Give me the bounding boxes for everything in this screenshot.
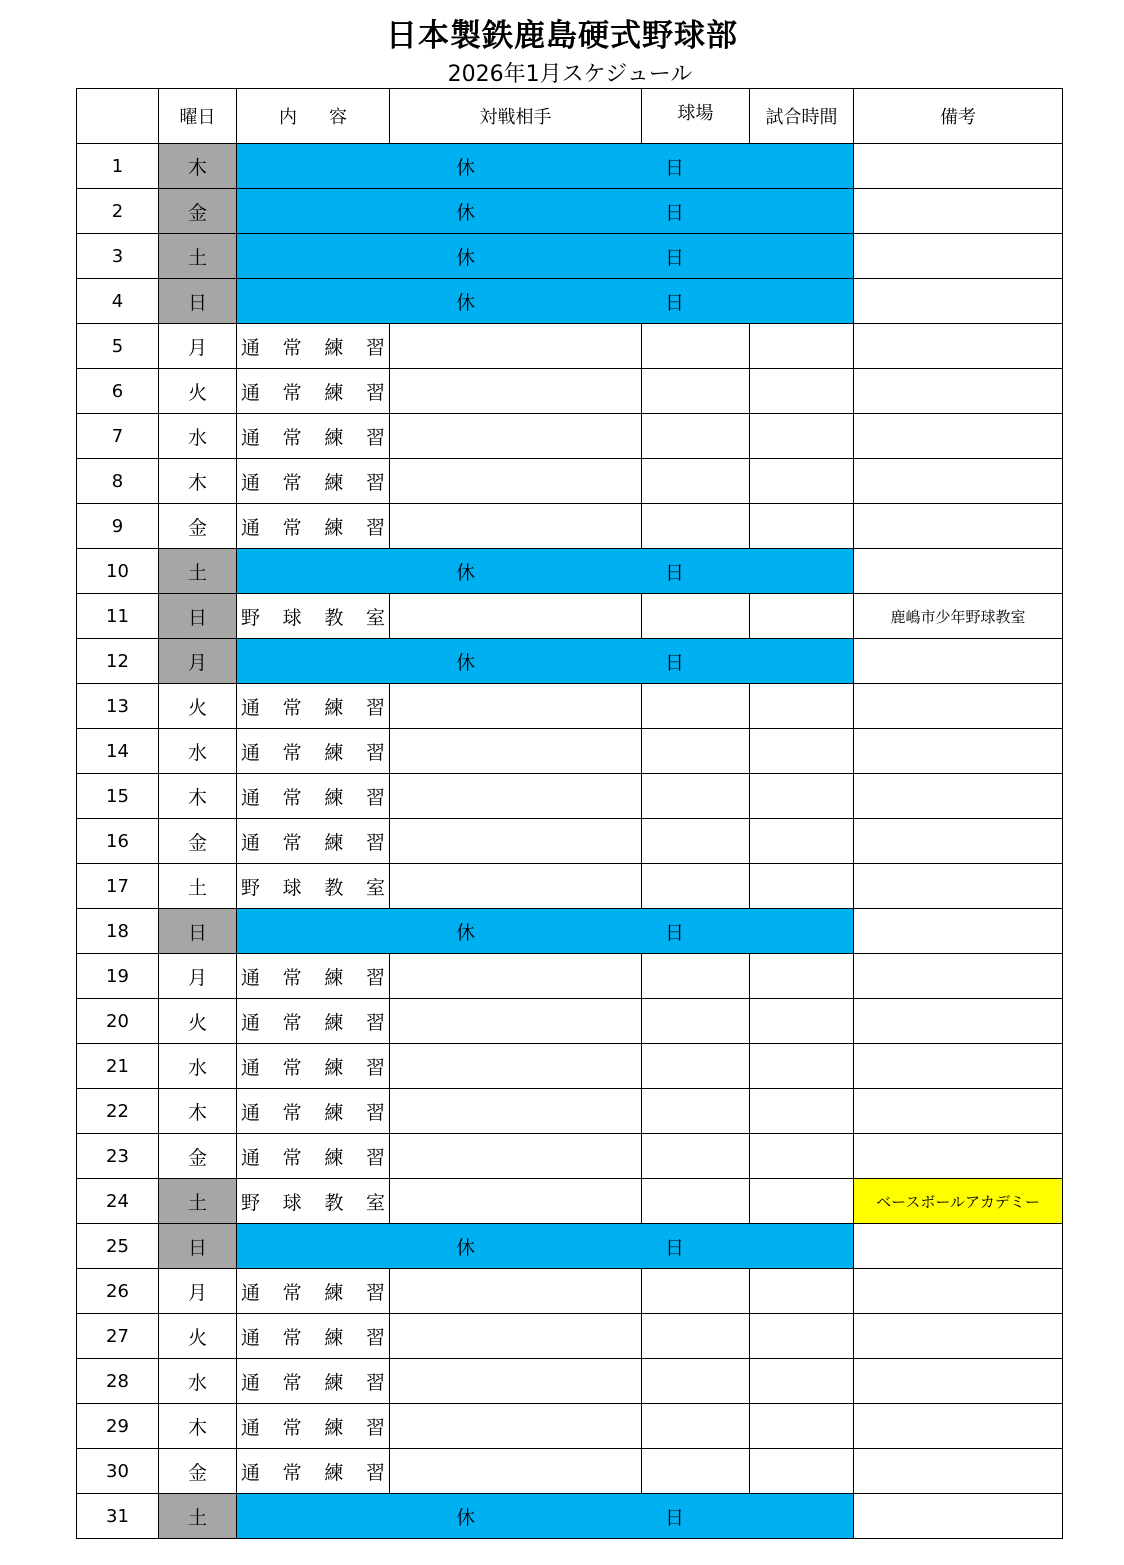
weekday-cell: 木 [159,459,237,504]
weekday-cell: 火 [159,1314,237,1359]
opponent-cell [390,594,642,639]
table-row [77,729,1063,774]
weekday-cell: 木 [159,1089,237,1134]
weekday-cell: 水 [159,1359,237,1404]
day-number: 24 [77,1179,159,1224]
table-row [77,1044,1063,1089]
weekday-cell: 火 [159,999,237,1044]
stadium-cell [642,594,750,639]
table-row [77,1134,1063,1179]
note-cell [854,369,1063,414]
opponent-cell [390,1269,642,1314]
opponent-cell [390,1134,642,1179]
content-cell: 通常練習 [237,1314,390,1359]
weekday-cell: 日 [159,1224,237,1269]
table-row [77,774,1063,819]
stadium-cell [642,324,750,369]
weekday-cell: 火 [159,369,237,414]
weekday-cell: 金 [159,819,237,864]
stadium-cell [642,1359,750,1404]
holiday-label-b: 日 [665,651,685,674]
holiday-label-a: 休 [455,156,475,179]
weekday-cell: 日 [159,909,237,954]
stadium-cell [642,1404,750,1449]
opponent-cell [390,1359,642,1404]
header-time: 試合時間 [750,89,854,144]
content-cell: 通常練習 [237,459,390,504]
weekday-cell: 日 [159,279,237,324]
day-number: 8 [77,459,159,504]
table-row [77,234,1063,279]
table-row [77,1494,1063,1539]
holiday-label-a: 休 [455,561,475,584]
table-row [77,549,1063,594]
stadium-cell [642,414,750,459]
opponent-cell [390,819,642,864]
opponent-cell [390,1044,642,1089]
header-notes: 備考 [854,89,1063,144]
opponent-cell [390,1449,642,1494]
time-cell [750,954,854,999]
weekday-cell: 土 [159,1179,237,1224]
day-number: 17 [77,864,159,909]
holiday-label-b: 日 [665,1236,685,1259]
table-row [77,999,1063,1044]
weekday-cell: 金 [159,1134,237,1179]
table-row [77,1449,1063,1494]
time-cell [750,594,854,639]
day-number: 26 [77,1269,159,1314]
day-number: 7 [77,414,159,459]
time-cell [750,1449,854,1494]
day-number: 12 [77,639,159,684]
note-cell [854,1494,1063,1539]
note-cell [854,504,1063,549]
day-number: 30 [77,1449,159,1494]
table-row [77,1404,1063,1449]
holiday-cell [237,1224,854,1269]
stadium-cell [642,729,750,774]
header-content-b: 容 [329,107,347,128]
time-cell [750,504,854,549]
table-row [77,189,1063,234]
stadium-cell [642,999,750,1044]
note-cell [854,144,1063,189]
note-cell [854,819,1063,864]
holiday-label-a: 休 [455,921,475,944]
weekday-cell: 月 [159,1269,237,1314]
holiday-label-a: 休 [455,651,475,674]
note-cell [854,1269,1063,1314]
weekday-cell: 木 [159,1404,237,1449]
time-cell [750,999,854,1044]
opponent-cell [390,729,642,774]
table-row [77,414,1063,459]
content-cell: 通常練習 [237,504,390,549]
note-cell [854,279,1063,324]
note-cell [854,459,1063,504]
opponent-cell [390,1179,642,1224]
time-cell [750,729,854,774]
table-row [77,1314,1063,1359]
note-cell [854,954,1063,999]
day-number: 31 [77,1494,159,1539]
holiday-label-b: 日 [665,291,685,314]
weekday-cell: 金 [159,504,237,549]
day-number: 16 [77,819,159,864]
holiday-cell [237,189,854,234]
day-number: 20 [77,999,159,1044]
stadium-cell [642,1134,750,1179]
table-row [77,684,1063,729]
content-cell: 通常練習 [237,1134,390,1179]
stadium-cell [642,1044,750,1089]
note-cell [854,414,1063,459]
content-cell: 通常練習 [237,1089,390,1134]
holiday-cell [237,909,854,954]
stadium-cell [642,369,750,414]
holiday-label-a: 休 [455,1506,475,1529]
weekday-cell: 月 [159,324,237,369]
content-cell: 通常練習 [237,729,390,774]
header-content [237,89,390,144]
weekday-cell: 土 [159,1494,237,1539]
table-row [77,1269,1063,1314]
table-row [77,1359,1063,1404]
table-row [77,504,1063,549]
holiday-label-b: 日 [665,921,685,944]
table-row [77,819,1063,864]
note-cell [854,1314,1063,1359]
table-row [77,1224,1063,1269]
time-cell [750,1404,854,1449]
content-cell: 野球教室 [237,864,390,909]
holiday-label-a: 休 [455,201,475,224]
content-cell: 通常練習 [237,999,390,1044]
table-row [77,864,1063,909]
header-content-a: 内 [279,107,297,128]
time-cell [750,774,854,819]
stadium-cell [642,1179,750,1224]
content-cell: 通常練習 [237,1269,390,1314]
holiday-label-a: 休 [455,1236,475,1259]
stadium-cell [642,459,750,504]
opponent-cell [390,864,642,909]
time-cell [750,1044,854,1089]
weekday-cell: 金 [159,1449,237,1494]
day-number: 5 [77,324,159,369]
table-row [77,324,1063,369]
weekday-cell: 月 [159,639,237,684]
note-cell [854,189,1063,234]
day-number: 23 [77,1134,159,1179]
day-number: 3 [77,234,159,279]
page-title: 日本製鉄鹿島硬式野球部 [386,18,738,54]
table-row [77,369,1063,414]
time-cell [750,684,854,729]
day-number: 13 [77,684,159,729]
day-number: 25 [77,1224,159,1269]
opponent-cell [390,774,642,819]
weekday-cell: 水 [159,1044,237,1089]
content-cell: 通常練習 [237,954,390,999]
content-cell: 通常練習 [237,1404,390,1449]
table-row [77,909,1063,954]
note-cell [854,1134,1063,1179]
note-cell [854,729,1063,774]
time-cell [750,414,854,459]
note-cell [854,1089,1063,1134]
schedule-table [76,88,1063,1539]
day-number: 10 [77,549,159,594]
holiday-cell [237,639,854,684]
note-cell [854,639,1063,684]
holiday-cell [237,279,854,324]
time-cell [750,1179,854,1224]
stadium-cell [642,1449,750,1494]
time-cell [750,819,854,864]
note-cell [854,234,1063,279]
day-number: 1 [77,144,159,189]
note-cell [854,864,1063,909]
day-number: 18 [77,909,159,954]
note-cell [854,1404,1063,1449]
note-cell [854,1449,1063,1494]
note-cell [854,909,1063,954]
content-cell: 通常練習 [237,1449,390,1494]
weekday-cell: 月 [159,954,237,999]
weekday-cell: 土 [159,549,237,594]
weekday-cell: 水 [159,414,237,459]
weekday-cell: 火 [159,684,237,729]
holiday-label-b: 日 [665,156,685,179]
day-number: 2 [77,189,159,234]
time-cell [750,459,854,504]
content-cell: 通常練習 [237,369,390,414]
weekday-cell: 木 [159,774,237,819]
day-number: 28 [77,1359,159,1404]
stadium-cell [642,819,750,864]
weekday-cell: 土 [159,864,237,909]
day-number: 4 [77,279,159,324]
stadium-cell [642,1314,750,1359]
table-row [77,279,1063,324]
header-row [77,89,1063,144]
day-number: 15 [77,774,159,819]
table-row [77,954,1063,999]
table-row [77,459,1063,504]
table-row [77,144,1063,189]
day-number: 21 [77,1044,159,1089]
note-cell [854,324,1063,369]
stadium-cell [642,954,750,999]
content-cell: 野球教室 [237,594,390,639]
table-row [77,639,1063,684]
holiday-label-b: 日 [665,561,685,584]
time-cell [750,1134,854,1179]
time-cell [750,324,854,369]
content-cell: 通常練習 [237,1359,390,1404]
note-cell [854,774,1063,819]
time-cell [750,1269,854,1314]
holiday-label-b: 日 [665,201,685,224]
weekday-cell: 土 [159,234,237,279]
weekday-cell: 木 [159,144,237,189]
day-number: 9 [77,504,159,549]
opponent-cell [390,954,642,999]
opponent-cell [390,999,642,1044]
day-number: 11 [77,594,159,639]
opponent-cell [390,684,642,729]
stadium-cell [642,864,750,909]
holiday-label-b: 日 [665,1506,685,1529]
opponent-cell [390,1404,642,1449]
content-cell: 通常練習 [237,324,390,369]
table-row [77,594,1063,639]
stadium-cell [642,684,750,729]
header-stadium: 球場 [642,89,750,144]
opponent-cell [390,324,642,369]
opponent-cell [390,369,642,414]
time-cell [750,369,854,414]
day-number: 6 [77,369,159,414]
day-number: 29 [77,1404,159,1449]
note-cell [854,1044,1063,1089]
header-weekday: 曜日 [159,89,237,144]
time-cell [750,1089,854,1134]
holiday-label-a: 休 [455,246,475,269]
opponent-cell [390,414,642,459]
opponent-cell [390,504,642,549]
stadium-cell [642,774,750,819]
header-opponent: 対戦相手 [390,89,642,144]
opponent-cell [390,1314,642,1359]
stadium-cell [642,1089,750,1134]
holiday-cell [237,1494,854,1539]
content-cell: 通常練習 [237,1044,390,1089]
table-row [77,1089,1063,1134]
weekday-cell: 日 [159,594,237,639]
content-cell: 通常練習 [237,774,390,819]
note-cell [854,1359,1063,1404]
content-cell: 通常練習 [237,819,390,864]
weekday-cell: 水 [159,729,237,774]
table-row [77,1179,1063,1224]
time-cell [750,1314,854,1359]
holiday-cell [237,144,854,189]
holiday-label-b: 日 [665,246,685,269]
note-cell [854,549,1063,594]
holiday-cell [237,234,854,279]
opponent-cell [390,459,642,504]
opponent-cell [390,1089,642,1134]
stadium-cell [642,1269,750,1314]
time-cell [750,1359,854,1404]
holiday-cell [237,549,854,594]
page-subtitle: 2026年1月スケジュール [447,62,693,87]
content-cell: 通常練習 [237,684,390,729]
weekday-cell: 金 [159,189,237,234]
note-cell: 鹿嶋市少年野球教室 [854,594,1063,639]
content-cell: 野球教室 [237,1179,390,1224]
day-number: 14 [77,729,159,774]
stadium-cell [642,504,750,549]
holiday-label-a: 休 [455,291,475,314]
note-cell: ベースボールアカデミー [854,1179,1063,1224]
note-cell [854,999,1063,1044]
note-cell [854,1224,1063,1269]
note-cell [854,684,1063,729]
header-day [77,89,159,144]
day-number: 27 [77,1314,159,1359]
day-number: 19 [77,954,159,999]
day-number: 22 [77,1089,159,1134]
time-cell [750,864,854,909]
content-cell: 通常練習 [237,414,390,459]
